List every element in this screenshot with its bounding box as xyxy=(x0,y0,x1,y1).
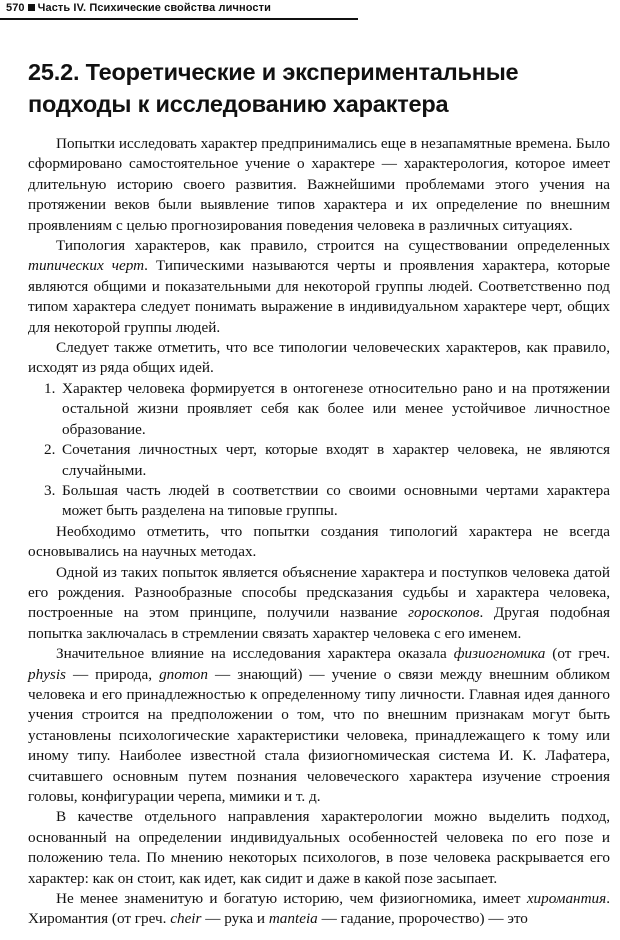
paragraph-6-text-c: — природа, xyxy=(65,665,160,683)
list-item xyxy=(44,481,610,522)
paragraph-6-text-a: Значительное влияние на исследования характера оказала xyxy=(56,645,454,663)
term-physis: physis xyxy=(28,665,66,683)
paragraph-8-text-c: — рука и xyxy=(201,910,269,928)
term-cheir: cheir xyxy=(170,910,202,928)
term-chiromancy: хиромантия xyxy=(526,890,607,908)
ideas-list xyxy=(28,379,610,522)
square-bullet-icon xyxy=(28,4,35,11)
term-typical-traits: типических черт xyxy=(28,257,145,275)
term-physiognomy: физиогномика xyxy=(453,645,546,663)
list-item-text: Большая часть людей в соответствии со своими основными чертами характера может быть разделена на типовые группы. xyxy=(62,481,610,520)
paragraph-6 xyxy=(28,644,610,807)
paragraph-2-text-a: Типология характеров, как правило, строится на существовании определенных xyxy=(56,237,610,255)
paragraph-6-text-b: (от греч. xyxy=(545,645,610,663)
list-item-number: 3. xyxy=(44,481,56,499)
term-manteia: manteia xyxy=(268,910,318,928)
header-rule xyxy=(0,18,358,20)
paragraph-4: Необходимо отметить, что попытки создания типологий характера не всегда основывались на научных методах. xyxy=(28,522,610,561)
paragraph-5-text-a: Одной из таких попыток является объяснение характера и поступков человека датой его рождения. Разнообразные способы предсказания судьбы и характера человека, построенные на этом принципе, получили название xyxy=(28,563,610,622)
list-item-text: Характер человека формируется в онтогенезе относительно рано и на протяжении остальной жизни проявляет себя как более или менее устойчивое личностное образование. xyxy=(62,379,610,438)
paragraph-8-text-d: — гадание, пророчество) — это xyxy=(317,910,528,928)
paragraph-7: В качестве отдельного направления характерологии можно выделить подход, основанный на определении индивидуальных особенностей человека по его позе и положению тела. По мнению некоторых психологов, в позе человека раскрывается его характер: как он стоит, как идет, как сидит и даже в какой позе засыпает. xyxy=(28,808,610,887)
section-title-line-1: 25.2. Теоретические и экспериментальные xyxy=(28,59,519,85)
paragraph-2 xyxy=(28,236,610,338)
list-item xyxy=(44,379,610,440)
paragraph-2-text-b: . Типическими называются черты и проявления характера, которые являются общими и показательными для некоторой группы людей. Соответственно под типом характера следует понимать выражение в индивидуальном характере черт, общих для некоторой группы людей. xyxy=(28,257,610,336)
list-item-number: 2. xyxy=(44,441,56,459)
term-gnomon: gnomon xyxy=(159,665,208,683)
paragraph-5 xyxy=(28,563,610,645)
paragraph-5-text-b: . Другая подобная попытка заключалась в стремлении связать характер человека с его именем. xyxy=(28,604,611,642)
term-horoscopes: гороскопов xyxy=(408,604,480,622)
paragraph-3: Следует также отметить, что все типологии человеческих характеров, как правило, исходят из ряда общих идей. xyxy=(28,339,610,377)
paragraph-8 xyxy=(28,889,610,930)
part-title: Часть IV. Психические свойства личности xyxy=(37,2,271,14)
list-item xyxy=(44,440,610,481)
list-item-number: 1. xyxy=(44,379,56,397)
section-title xyxy=(28,56,588,120)
paragraph-8-text-b: . Хиромантия (от греч. xyxy=(28,890,610,928)
body-text xyxy=(28,134,610,930)
section-title-line-2: подходы к исследованию характера xyxy=(28,91,449,117)
paragraph-8-text-a: Не менее знаменитую и богатую историю, чем физиогномика, имеет xyxy=(56,890,527,908)
list-item-text: Сочетания личностных черт, которые входят в характер человека, не являются случайными. xyxy=(62,441,610,479)
paragraph-6-text-d: — знающий) — учение о связи между внешним обликом человека и его принадлежностью к определенному типу личности. Главная идея данного учения строится на предположении о том, что по внешним признакам могут быть установлены психологические характеристики человека, принадлежащего к тому или иному типу. Наиболее известной стала физиогномическая система И. К. Лафатера, считавшего основным путем познания человеческого характера изучение строения головы, конфигурации черепа, мимики и т. д. xyxy=(28,665,611,805)
page-number: 570 xyxy=(6,2,25,14)
paragraph-1: Попытки исследовать характер предпринимались еще в незапамятные времена. Было сформировано самостоятельное учение о характере — характерология, которое имеет длительную историю своего развития. Важнейшими проблемами этого учения на протяжении веков были выявление типов характера и их определение по внешним проявлениям с целью прогнозирования поведения человека в различных ситуациях. xyxy=(28,135,610,234)
running-head xyxy=(6,2,271,14)
